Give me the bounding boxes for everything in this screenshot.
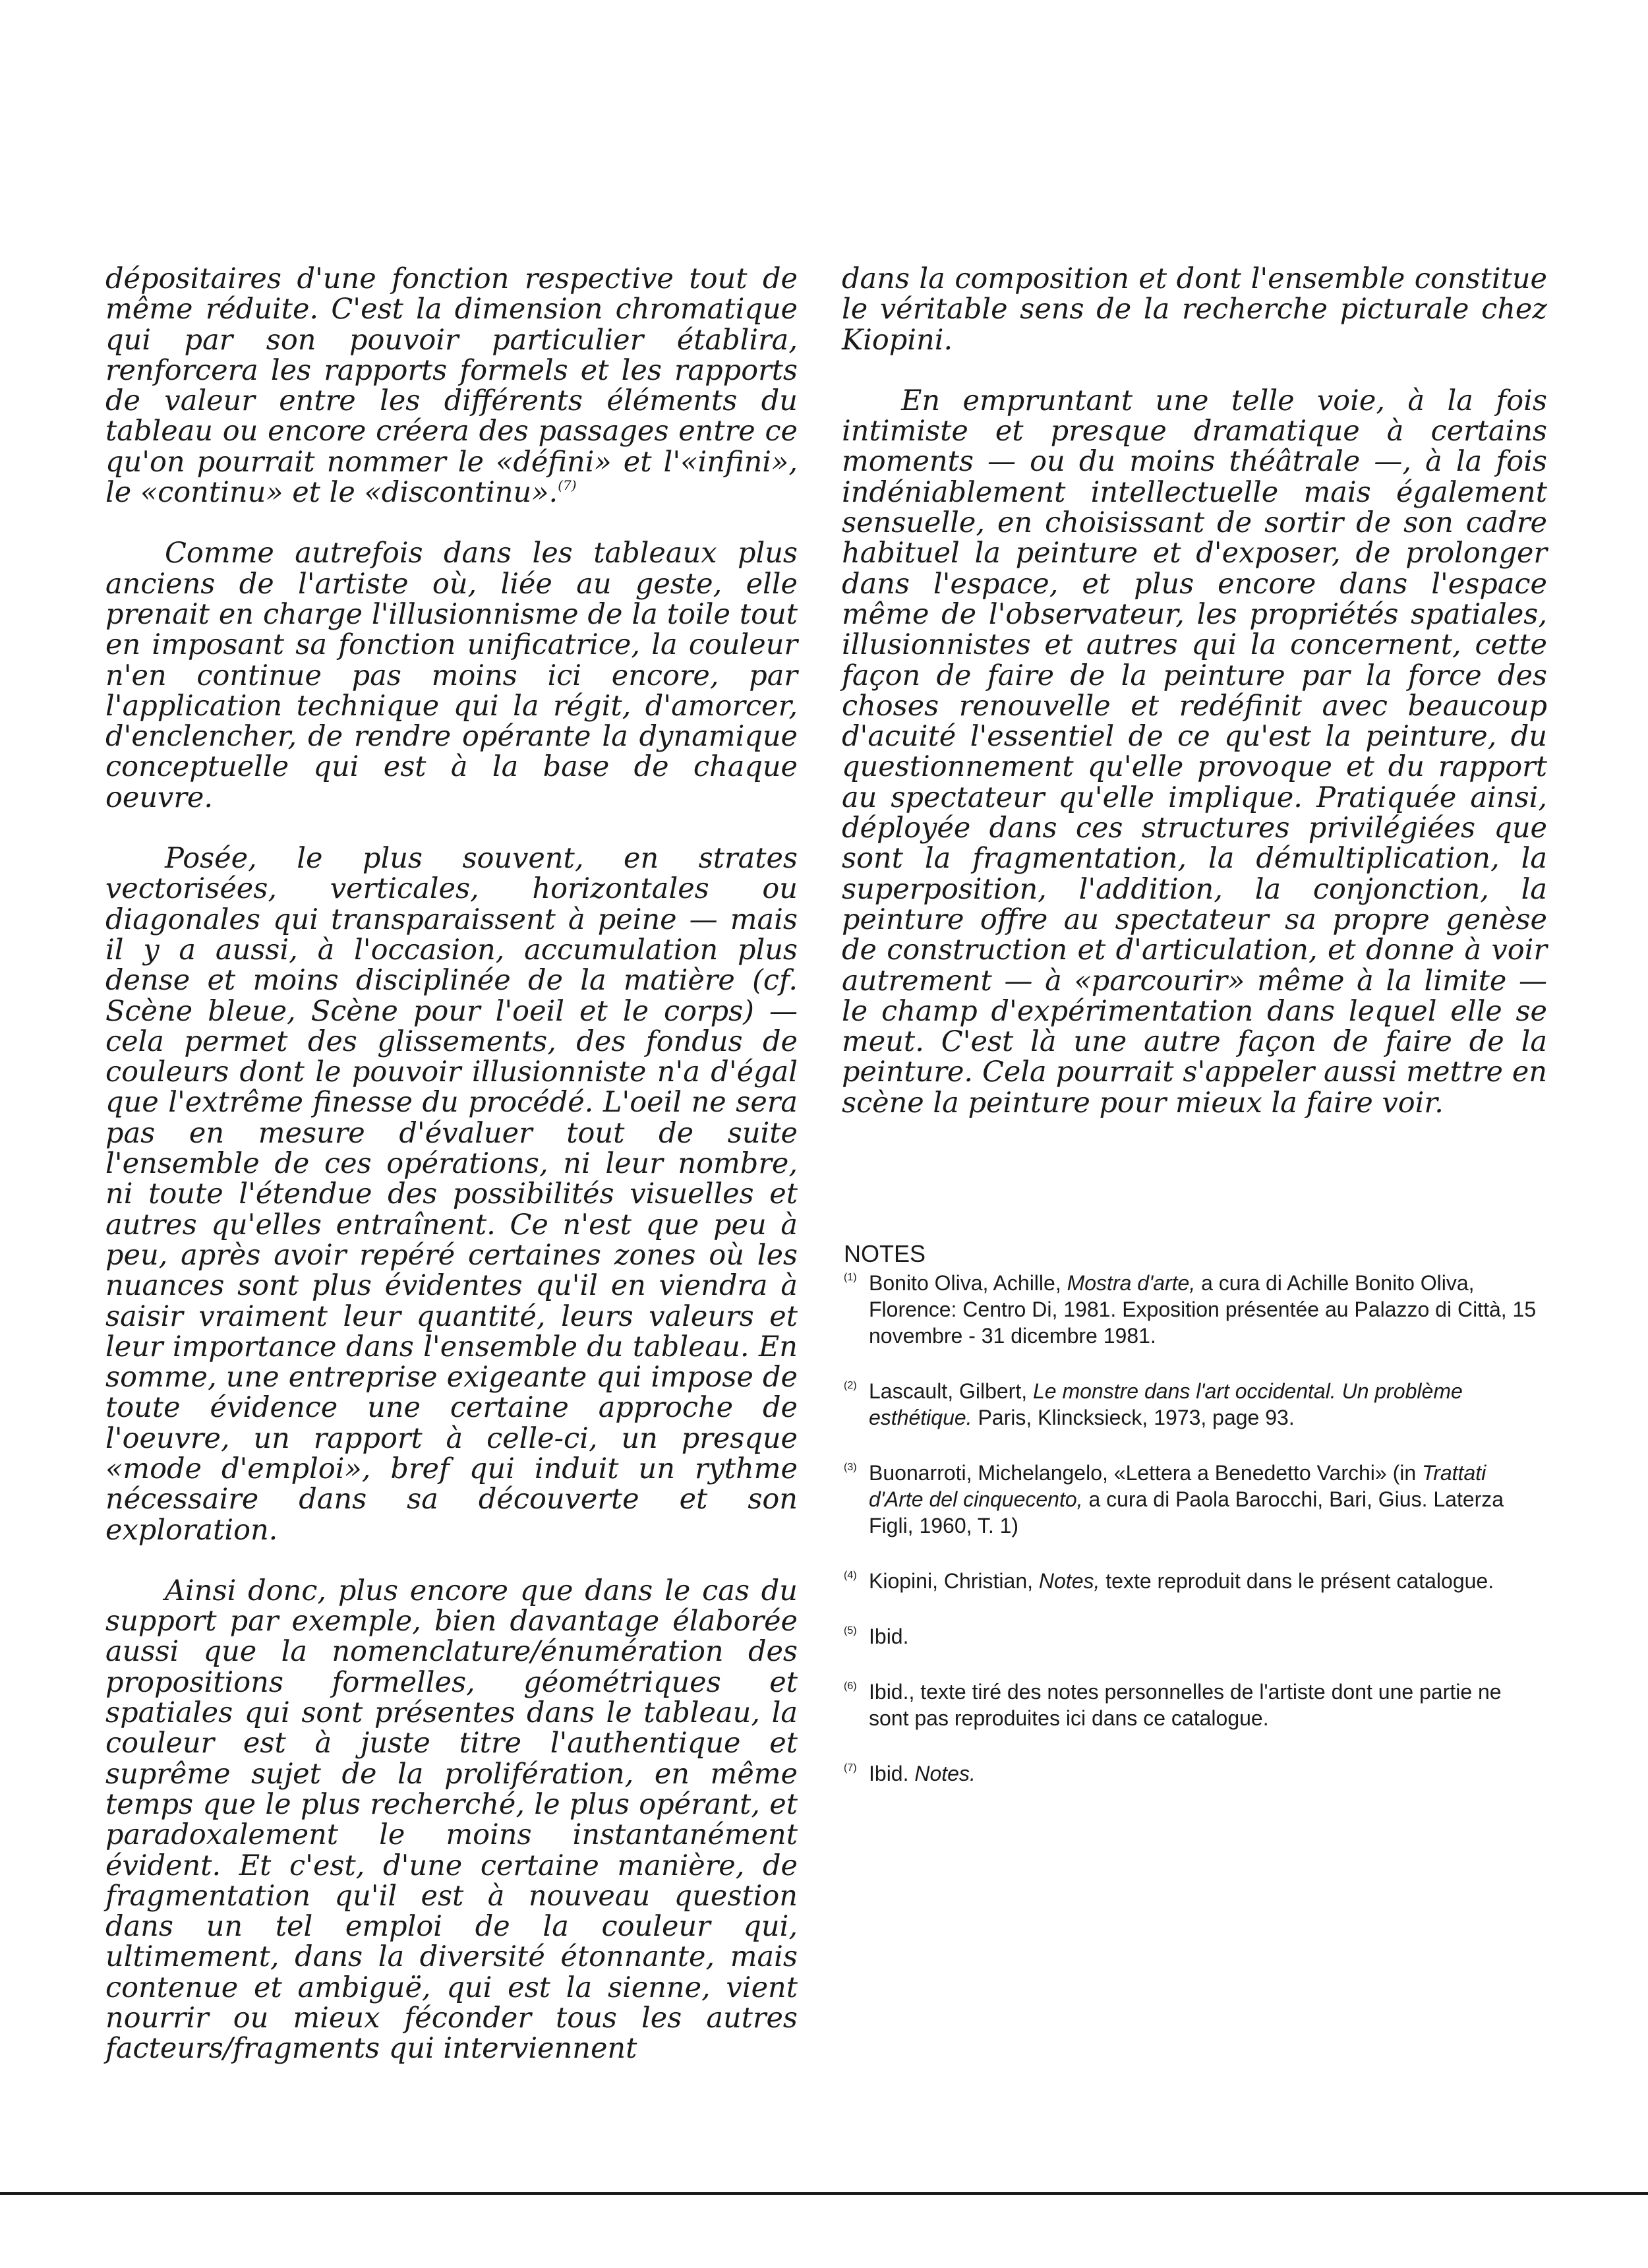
paragraph: Ainsi donc, plus encore que dans le cas du support par exemple, bien davantage élaborée aussi que la nomenclature/énumération des propositions formelles, géométriques et spatiales qui sont présentes dans le tableau, la couleur est à juste titre l'authentique et suprême sujet de la prolifération, en même temps que le plus recherché, le plus opérant, et paradoxalement le moins instantanément évident. Et c'est, d'une certaine manière, de fragmentation qu'il est à nouveau question dans un tel emploi de la couleur qui, ultimement, dans la diversité étonnante, mais contenue et ambiguë, qui est la sienne, vient nourrir ou mieux féconder tous les autres facteurs/fragments qui interviennent <box>105 1574 798 2066</box>
note-item <box>844 1679 1546 1731</box>
bottom-divider <box>0 2192 1648 2195</box>
note-title: Notes. <box>914 1762 976 1785</box>
note-text: a cura di Achille Bonito Oliva, Florence: Centro Di, 1981. Exposition présentée au Palazzo di Città, 15 novembre - 31 dicembre 1981. <box>869 1271 1537 1348</box>
note-title: Notes, <box>1038 1569 1100 1593</box>
note-text: a cura di Paola Barocchi, Bari, Gius. Laterza Figli, 1960, T. 1) <box>869 1487 1504 1537</box>
note-text: Ibid. <box>869 1625 909 1648</box>
paragraph-text: dépositaires d'une fonction respective tout de même réduite. C'est la dimension chromatique qui par son pouvoir particulier établira, renforcera les rapports formels et les rapports de valeur entre les différents éléments du tableau ou encore créera des passages entre ce qu'on pourrait nommer le «défini» et l'«infini», le «continu» et le «discontinu». <box>105 262 798 510</box>
note-number: (6) <box>844 1681 857 1692</box>
note-text: Paris, Klincksieck, 1973, page 93. <box>972 1406 1295 1429</box>
note-item <box>844 1378 1546 1431</box>
left-text-column <box>105 264 798 2064</box>
note-text: Lascault, Gilbert, <box>869 1379 1033 1403</box>
note-text: Bonito Oliva, Achille, <box>869 1271 1067 1295</box>
notes-section <box>844 1241 1546 1816</box>
note-number: (2) <box>844 1380 857 1391</box>
paragraph: Posée, le plus souvent, en strates vectorisées, verticales, horizontales ou diagonales qui transparaissent à peine — mais il y a aussi, à l'occasion, accumulation plus dense et moins disciplinée de la matière (cf. Scène bleue, Scène pour l'oeil et le corps) — cela permet des glissements, des fondus de couleurs dont le pouvoir illusionniste n'a d'égal que l'extrême finesse du procédé. L'oeil ne sera pas en mesure d'évaluer tout de suite l'ensemble de ces opérations, ni leur nombre, ni toute l'étendue des possibilités visuelles et autres qu'elles entraînent. Ce n'est que peu à peu, après avoir repéré certaines zones où les nuances sont plus évidentes qu'il en viendra à saisir vraiment leur quantité, leurs valeurs et leur importance dans l'ensemble du tableau. En somme, une entreprise exigeante qui impose de toute évidence une certaine approche de l'oeuvre, un rapport à celle-ci, un presque «mode d'emploi», bref qui induit un rythme nécessaire dans sa découverte et son exploration. <box>105 842 798 1547</box>
note-item <box>844 1460 1546 1539</box>
note-number: (1) <box>844 1272 857 1283</box>
paragraph: En empruntant une telle voie, à la fois intimiste et presque dramatique à certains moments — ou du moins théâtrale —, à la fois indéniablement intellectuelle mais également sensuelle, en choisissant de sortir de son cadre habituel la peinture et d'exposer, de prolonger dans l'espace, et plus encore dans l'espace même de l'observateur, les propriétés spatiales, illusionnistes et autres qui la concernent, cette façon de faire de la peinture par la force des choses renouvelle et redéfinit avec beaucoup d'acuité l'essentiel de ce qu'est la peinture, du questionnement qu'elle provoque et du rapport au spectateur qu'elle implique. Pratiquée ainsi, déployée dans ces structures privilégiées que sont la fragmentation, la démultiplication, la superposition, l'addition, la conjonction, la peinture offre au spectateur sa propre genèse de construction et d'articulation, et donne à voir autrement — à «parcourir» même à la limite — le champ d'expérimentation dans lequel elle se meut. C'est là une autre façon de faire de la peinture. Cela pourrait s'appeler aussi mettre en scène la peinture pour mieux la faire voir. <box>842 384 1547 1119</box>
note-text: Buonarroti, Michelangelo, «Lettera a Benedetto Varchi» (in <box>869 1461 1423 1485</box>
paragraph: Comme autrefois dans les tableaux plus anciens de l'artiste où, liée au geste, elle prenait en charge l'illusionnisme de la toile tout en imposant sa fonction unificatrice, la couleur n'en continue pas moins ici encore, par l'application technique qui la régit, d'amorcer, d'enclencher, de rendre opérante la dynamique conceptuelle qui est à la base de chaque oeuvre. <box>105 537 798 814</box>
note-title: Trattati d'Arte del cinquecento, <box>869 1461 1486 1511</box>
note-text: Ibid. <box>869 1762 915 1785</box>
footnote-ref: (7) <box>558 477 577 494</box>
note-title: Le monstre dans l'art occidental. Un problème esthétique. <box>869 1379 1463 1429</box>
note-number: (5) <box>844 1625 857 1636</box>
paragraph <box>105 264 798 508</box>
paragraph: dans la composition et dont l'ensemble constitue le véritable sens de la recherche picturale chez Kiopini. <box>842 262 1547 357</box>
note-item <box>844 1270 1546 1349</box>
notes-heading: NOTES <box>844 1240 926 1267</box>
note-item <box>844 1623 1546 1650</box>
note-number: (4) <box>844 1570 857 1581</box>
note-number: (7) <box>844 1762 857 1774</box>
note-item <box>844 1568 1546 1594</box>
note-title: Mostra d'arte, <box>1067 1271 1196 1295</box>
note-item <box>844 1760 1546 1787</box>
note-number: (3) <box>844 1462 857 1473</box>
right-text-column <box>842 264 1547 1118</box>
note-text: texte reproduit dans le présent catalogue. <box>1100 1569 1494 1593</box>
note-text: Kiopini, Christian, <box>869 1569 1039 1593</box>
note-text: Ibid., texte tiré des notes personnelles de l'artiste dont une partie ne sont pas reproduites ici dans ce catalogue. <box>869 1680 1502 1730</box>
